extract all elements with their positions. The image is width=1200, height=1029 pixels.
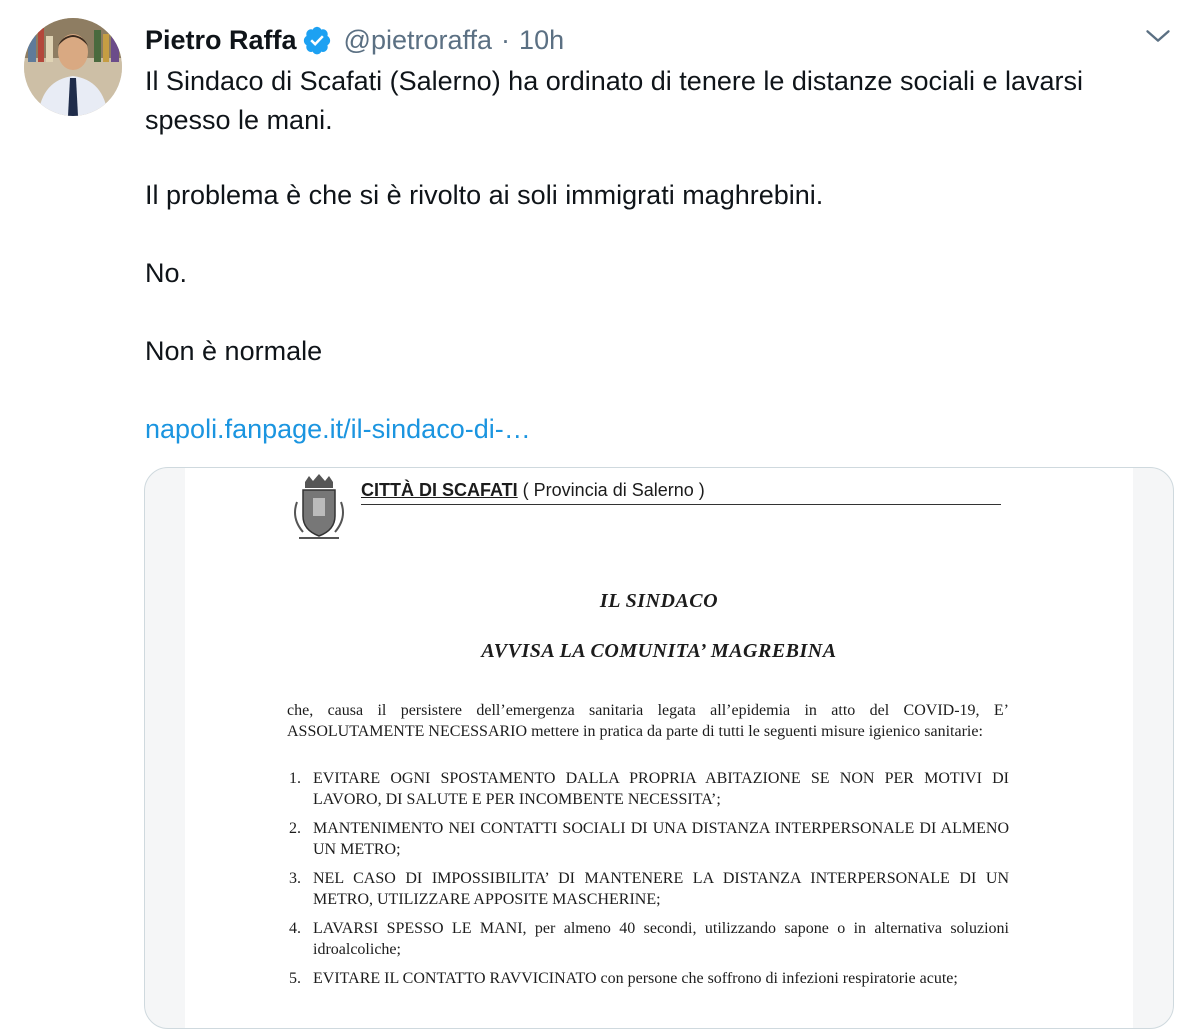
tweet-text-p4: Non è normale (145, 336, 323, 366)
author-handle[interactable]: @pietroraffa (343, 24, 493, 55)
coat-of-arms-icon (289, 472, 349, 544)
document-image (185, 468, 1133, 1029)
list-item-number: 5. (289, 970, 301, 987)
list-item-text: LAVARSI SPESSO LE MANI, per almeno 40 secondi, utilizzando sapone o in alternativa soluzioni idroalcoliche; (313, 920, 1009, 958)
list-item-number: 2. (289, 820, 301, 837)
tweet-timestamp[interactable]: 10h (519, 24, 565, 55)
letterhead-province: ( Provincia di Salerno ) (522, 480, 705, 500)
list-item-number: 3. (289, 870, 301, 887)
document-letterhead (361, 480, 1001, 505)
tweet-header (145, 22, 564, 58)
list-item-number: 4. (289, 920, 301, 937)
media-card[interactable] (144, 467, 1174, 1029)
document-intro: che, causa il persistere dell’emergenza sanitaria legata all’epidemia in atto del COVID-19, E’ ASSOLUTAMENTE NECESSARIO mettere in pratica da parte di tutti le seguenti misure igienico sanitarie: (287, 702, 1009, 740)
list-item-text: EVITARE IL CONTATTO RAVVICINATO con persone che soffrono di infezioni respiratorie acute; (313, 970, 958, 987)
tweet-text-p3: No. (145, 258, 188, 288)
list-item (287, 918, 1009, 960)
tweet-text-p2: Il problema è che si è rivolto ai soli immigrati maghrebini. (145, 180, 824, 210)
list-item-number: 1. (289, 770, 301, 787)
article-link[interactable]: napoli.fanpage.it/il-sindaco-di-… (145, 414, 531, 444)
list-item (287, 818, 1009, 860)
list-item (287, 868, 1009, 910)
verified-badge-icon (302, 25, 332, 55)
list-item-text: MANTENIMENTO NEI CONTATTI SOCIALI DI UNA DISTANZA INTERPERSONALE DI ALMENO UN METRO; (313, 820, 1009, 858)
document-heading: IL SINDACO (599, 590, 719, 612)
chevron-down-icon[interactable] (1144, 22, 1172, 50)
document-measures-list (287, 768, 1009, 997)
separator-dot: · (501, 24, 511, 55)
list-item (287, 968, 1009, 989)
document-subheading: AVVISA LA COMUNITA’ MAGREBINA (481, 640, 837, 662)
list-item (287, 768, 1009, 810)
avatar[interactable] (24, 18, 122, 116)
author-name[interactable]: Pietro Raffa (145, 24, 297, 55)
list-item-text: NEL CASO DI IMPOSSIBILITA’ DI MANTENERE LA DISTANZA INTERPERSONALE DI UN METRO, UTILIZZARE APPOSITE MASCHERINE; (313, 870, 1009, 908)
list-item-text: EVITARE OGNI SPOSTAMENTO DALLA PROPRIA ABITAZIONE SE NON PER MOTIVI DI LAVORO, DI SALUTE E PER INCOMBENTE NECESSITA’; (313, 770, 1009, 808)
avatar-photo (24, 18, 122, 116)
letterhead-city: CITTÀ DI SCAFATI (361, 480, 518, 500)
tweet-text-p1: Il Sindaco di Scafati (Salerno) ha ordinato di tenere le distanze sociali e lavarsi spesso le mani. (145, 66, 1084, 135)
